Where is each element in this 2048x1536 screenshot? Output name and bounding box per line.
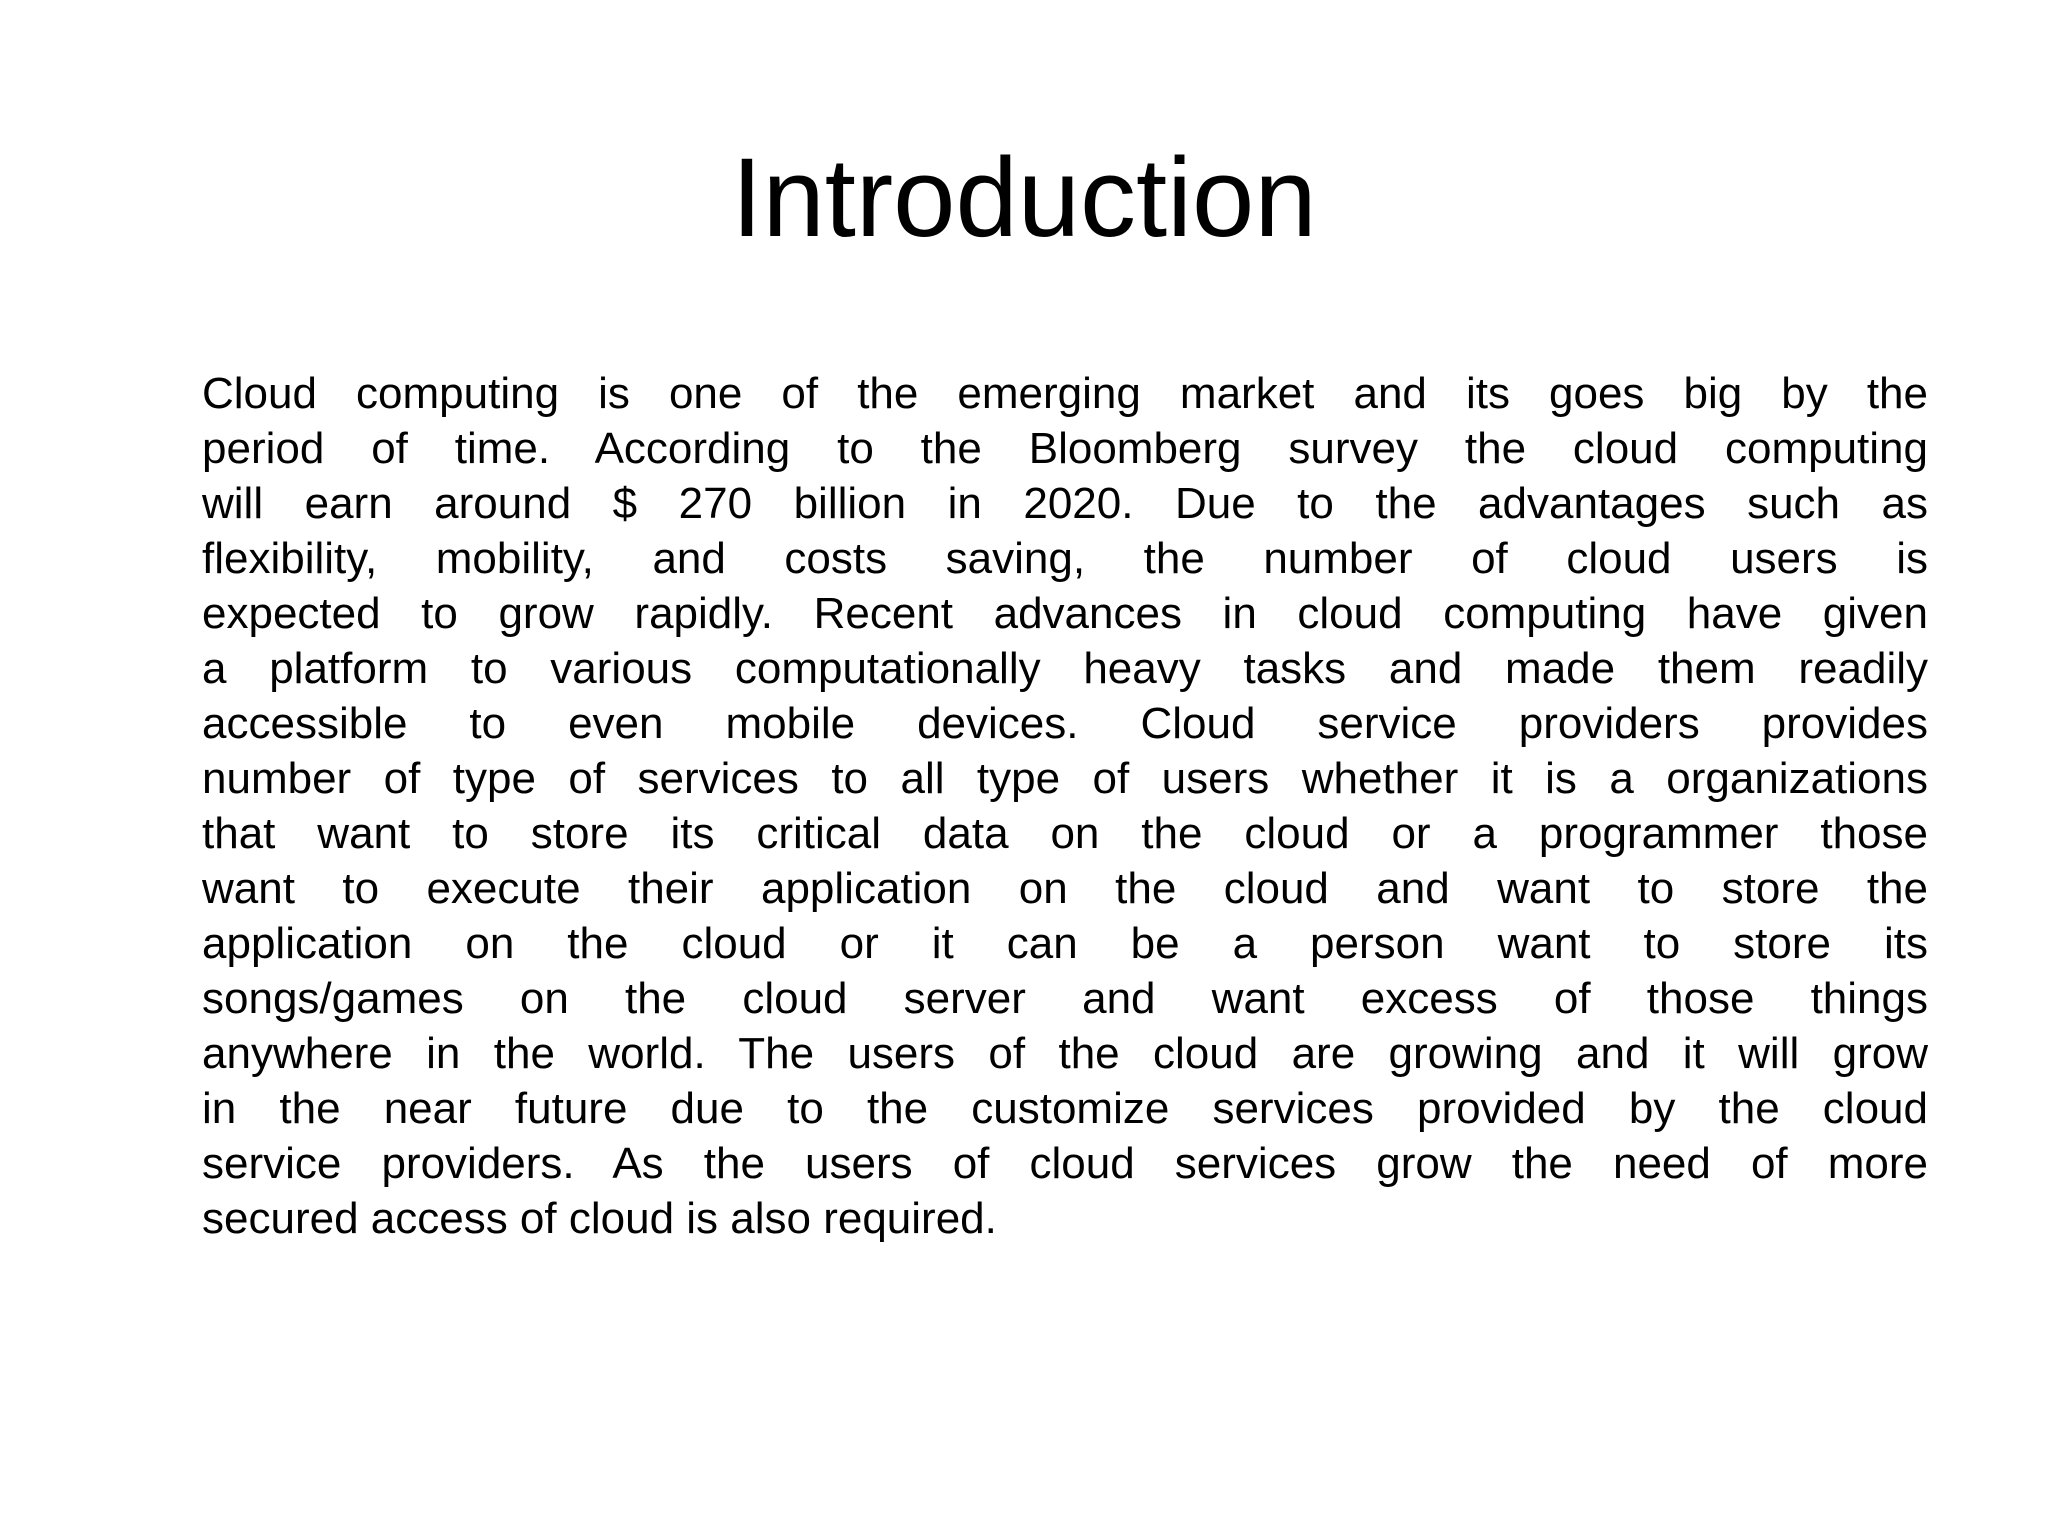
body-line: accessible to even mobile devices. Cloud service providers provides: [202, 699, 1928, 748]
body-line: want to execute their application on the cloud and want to store the: [202, 864, 1928, 913]
body-line: flexibility, mobility, and costs saving, the number of cloud users is: [202, 534, 1928, 583]
body-line: anywhere in the world. The users of the cloud are growing and it will grow: [202, 1029, 1928, 1078]
body-line: a platform to various computationally heavy tasks and made them readily: [202, 644, 1928, 693]
body-line: service providers. As the users of cloud services grow the need of more: [202, 1139, 1928, 1188]
body-line: period of time. According to the Bloomberg survey the cloud computing: [202, 424, 1928, 473]
body-line: in the near future due to the customize services provided by the cloud: [202, 1084, 1928, 1133]
slide-title: Introduction: [731, 135, 1317, 260]
body-line: Cloud computing is one of the emerging market and its goes big by the: [202, 369, 1928, 418]
slide-body-text: [202, 366, 1928, 1266]
body-line: number of type of services to all type of users whether it is a organizations: [202, 754, 1928, 803]
body-line: expected to grow rapidly. Recent advances in cloud computing have given: [202, 589, 1928, 638]
body-line: will earn around $ 270 billion in 2020. Due to the advantages such as: [202, 479, 1928, 528]
body-line: that want to store its critical data on the cloud or a programmer those: [202, 809, 1928, 858]
body-line: application on the cloud or it can be a person want to store its: [202, 919, 1928, 968]
body-line: secured access of cloud is also required.: [202, 1194, 997, 1243]
body-line: songs/games on the cloud server and want excess of those things: [202, 974, 1928, 1023]
